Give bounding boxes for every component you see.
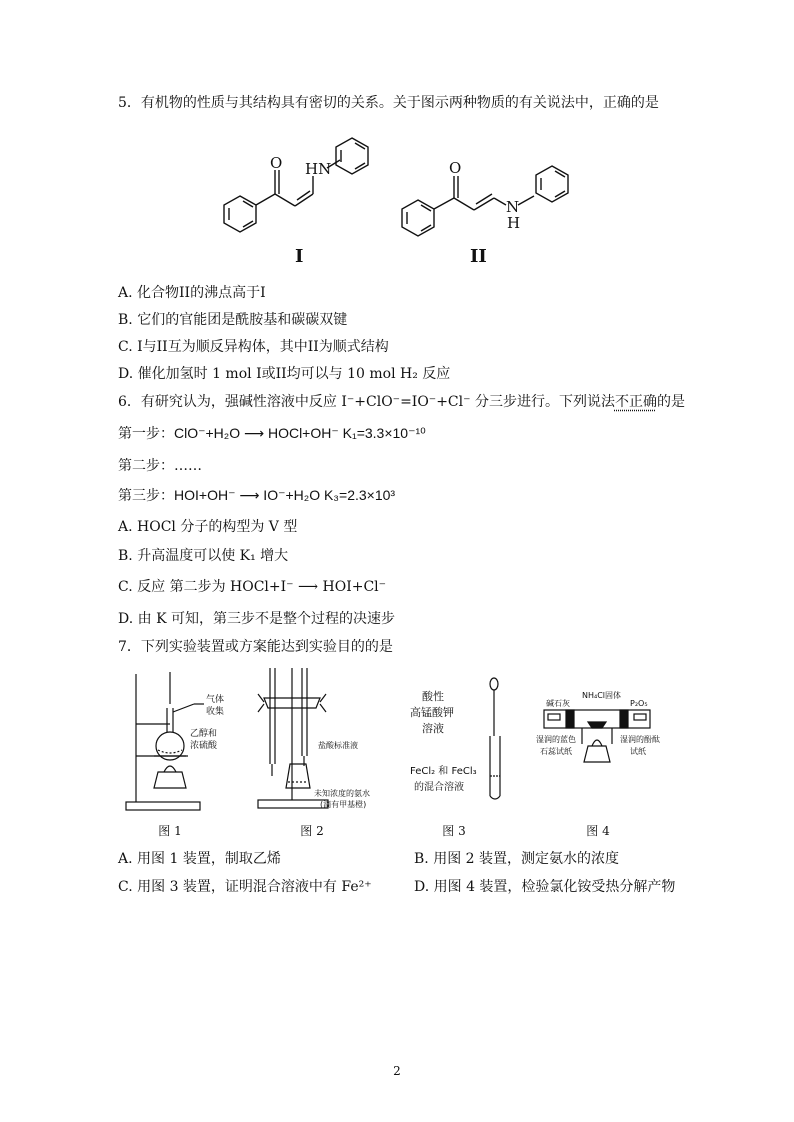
q5-structures — [200, 128, 600, 270]
q6-stem — [118, 393, 685, 411]
label-I: I — [295, 246, 304, 267]
atom-H-II: H — [507, 214, 521, 232]
q6-option-a[interactable]: A. HOCl 分子的构型为 V 型 — [118, 519, 298, 535]
fig2-sample-a: 未知浓度的氨水 — [314, 789, 370, 798]
fig1-stand-base — [126, 802, 200, 810]
q6-option-b[interactable]: B. 升高温度可以使 K₁ 增大 — [118, 548, 289, 564]
q6-option-d[interactable]: D. 由 K 可知，第三步不是整个过程的决速步 — [118, 611, 395, 627]
atom-HN-I: HN — [305, 160, 332, 178]
label-II: II — [470, 246, 487, 267]
q5-option-a[interactable]: A. 化合物II的沸点高于I — [118, 285, 266, 301]
fig1-ethylene-apparatus — [118, 664, 258, 814]
fig4-decomposition-apparatus — [530, 664, 670, 814]
fig2-acid-label: 盐酸标准液 — [318, 741, 358, 750]
q5-option-c[interactable]: C. I与II互为顺反异构体，其中II为顺式结构 — [118, 339, 389, 355]
q7-option-d[interactable]: D. 用图 4 装置，检验氯化铵受热分解产物 — [414, 879, 676, 895]
fig4-plug-right — [620, 710, 628, 728]
fig2-sample-b: (滴有甲基橙) — [320, 800, 367, 809]
atom-N-II: N — [506, 198, 520, 216]
fig3-dropper-apparatus — [402, 664, 532, 814]
fig1-caption: 图 1 — [158, 824, 182, 838]
fig1-collect-label: 收集 — [206, 707, 225, 717]
fig1-reagent-a: 乙醇和 — [190, 729, 218, 739]
fig2-titration-apparatus — [250, 664, 400, 814]
fig3-test-tube — [490, 796, 500, 799]
fig3-reagent-b: 高锰酸钾 — [410, 706, 454, 719]
fig4-nh4cl-solid — [588, 722, 606, 728]
q6-step3: 第三步：HOI+OH⁻ ⟶ IO⁻+H₂O K₃=2.3×10³ — [118, 487, 396, 503]
q6-stem-part-a: 6．有研究认为，强碱性溶液中反应 I⁻+ClO⁻=IO⁻+Cl⁻ 分三步进行。下列说法 — [118, 394, 615, 410]
fig3-mix-b: 的混合溶液 — [414, 782, 464, 793]
fig4-p2o5: P₂O₅ — [630, 699, 648, 708]
q6-stem-part-b: 的是 — [656, 394, 685, 410]
fig2-stand-base — [258, 800, 328, 808]
q7-stem: 7．下列实验装置或方案能达到实验目的的是 — [118, 639, 393, 655]
fig4-soda-lime: 碱石灰 — [546, 699, 570, 708]
fig4-phen-a: 湿润的酚酞 — [620, 735, 660, 744]
fig4-blue-b: 石蕊试纸 — [540, 747, 572, 756]
atom-O-II: O — [449, 159, 462, 177]
fig3-mix-a: FeCl₂ 和 FeCl₃ — [410, 766, 477, 777]
fig2-flask — [286, 764, 310, 788]
q5-option-b[interactable]: B. 它们的官能团是酰胺基和碳碳双键 — [118, 312, 348, 328]
q5-option-d[interactable]: D. 催化加氢时 1 mol I或II均可以与 10 mol H₂ 反应 — [118, 366, 451, 382]
fig4-phen-b: 试纸 — [630, 747, 646, 756]
q6-step2: 第二步：…… — [118, 458, 202, 474]
atom-O-I: O — [270, 154, 283, 172]
fig1-burner — [154, 772, 186, 788]
fig3-reagent-c: 溶液 — [422, 722, 444, 735]
q5-stem: 5．有机物的性质与其结构具有密切的关系。关于图示两种物质的有关说法中，正确的是 — [118, 95, 659, 111]
q7-option-b[interactable]: B. 用图 2 装置，测定氨水的浓度 — [414, 851, 619, 867]
fig2-caption: 图 2 — [300, 824, 324, 838]
q6-option-c[interactable]: C. 反应 第二步为 HOCl+I⁻ ⟶ HOI+Cl⁻ — [118, 579, 387, 595]
fig1-reagent-b: 浓硫酸 — [190, 741, 218, 751]
q7-option-c[interactable]: C. 用图 3 装置，证明混合溶液中有 Fe²⁺ — [118, 879, 372, 895]
fig3-dropper-bulb — [490, 678, 498, 690]
fig4-burner — [584, 746, 610, 762]
q6-stem-not: 不正确 — [614, 394, 657, 410]
fig4-nh4cl: NH₄Cl固体 — [582, 691, 622, 700]
fig3-caption: 图 3 — [442, 824, 466, 838]
q6-step1: 第一步：ClO⁻+H₂O ⟶ HOCl+OH⁻ K₁=3.3×10⁻¹⁰ — [118, 425, 426, 441]
fig1-gas-label: 气体 — [206, 695, 225, 705]
fig4-plug-left — [566, 710, 574, 728]
q7-option-a[interactable]: A. 用图 1 装置，制取乙烯 — [118, 851, 281, 867]
page-number: 2 — [393, 1064, 401, 1078]
fig4-caption: 图 4 — [586, 824, 610, 838]
fig4-blue-a: 湿润的蓝色 — [536, 735, 576, 744]
fig3-reagent-a: 酸性 — [422, 690, 444, 703]
